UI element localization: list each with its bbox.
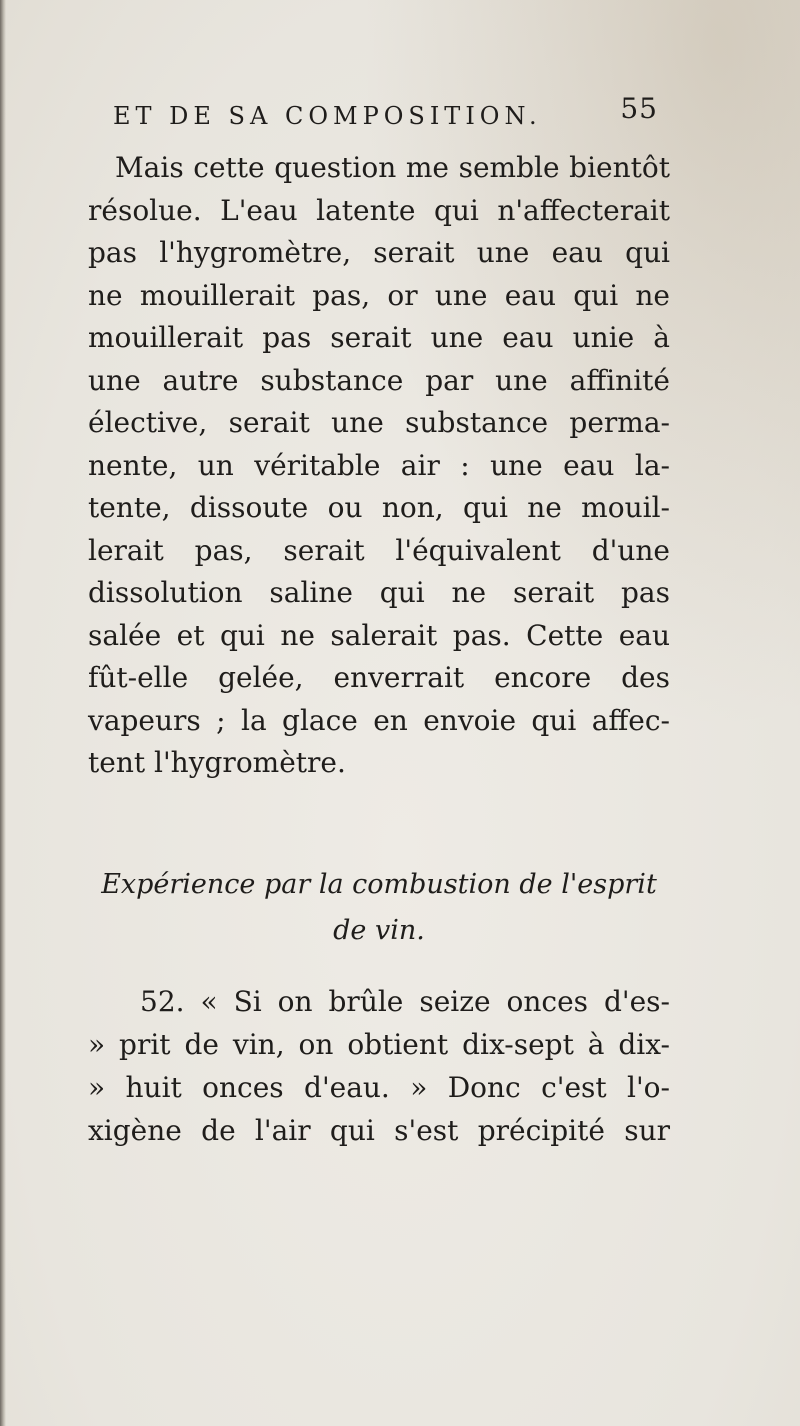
text-line: » huit onces d'eau. » Donc c'est l'o- bbox=[88, 1071, 670, 1104]
page-edge-shadow bbox=[0, 0, 6, 1426]
text-line: fût-elle gelée, enverrait encore des bbox=[88, 661, 670, 694]
running-head: ET DE SA COMPOSITION. bbox=[113, 102, 542, 130]
text-line: élective, serait une substance perma- bbox=[88, 406, 670, 439]
text-line: 52. « Si on brûle seize onces d'es- bbox=[140, 985, 670, 1018]
text-line: mouillerait pas serait une eau unie à bbox=[88, 321, 670, 354]
section-heading-line: Expérience par la combustion de l'esprit bbox=[101, 869, 657, 900]
text-line: tente, dissoute ou non, qui ne mouil- bbox=[88, 491, 670, 524]
text-line: xigène de l'air qui s'est précipité sur bbox=[88, 1114, 670, 1147]
text-line: vapeurs ; la glace en envoie qui affec- bbox=[88, 703, 670, 737]
section-heading-line: de vin. bbox=[333, 915, 425, 946]
page-header bbox=[113, 92, 658, 132]
text-line: ne mouillerait pas, or une eau qui ne bbox=[88, 278, 670, 312]
paragraph-52 bbox=[88, 980, 670, 1152]
text-line: dissolution saline qui ne serait pas bbox=[88, 576, 670, 609]
text-line: » prit de vin, on obtient dix-sept à dix- bbox=[88, 1028, 670, 1061]
text-line: tent l'hygromètre. bbox=[88, 746, 346, 779]
text-line: pas l'hygromètre, serait une eau qui bbox=[88, 236, 670, 269]
text-line: salée et qui ne salerait pas. Cette eau bbox=[88, 618, 670, 652]
paragraph-main bbox=[88, 147, 670, 785]
text-line: Mais cette question me semble bientôt bbox=[115, 151, 670, 184]
page-number: 55 bbox=[620, 92, 658, 125]
section-heading bbox=[88, 862, 670, 954]
text-line: lerait pas, serait l'équivalent d'une bbox=[88, 533, 670, 567]
text-line: nente, un véritable air : une eau la- bbox=[88, 448, 670, 482]
text-line: résolue. L'eau latente qui n'affecterait bbox=[88, 193, 670, 227]
text-line: une autre substance par une affinité bbox=[88, 363, 670, 397]
